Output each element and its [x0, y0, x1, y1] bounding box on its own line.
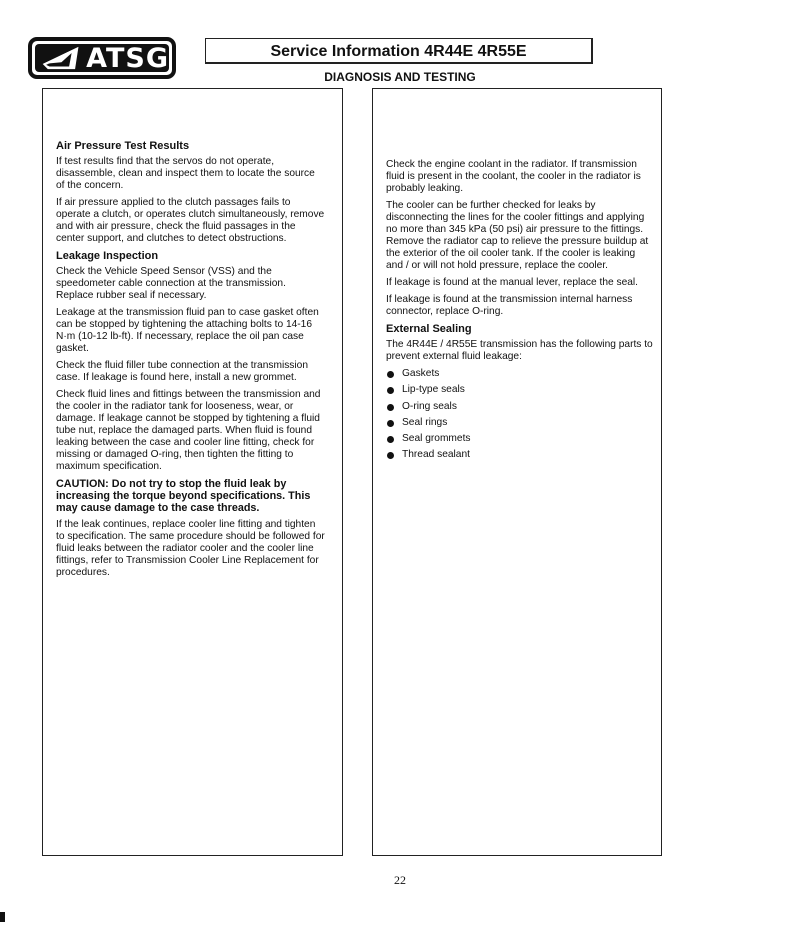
paragraph: Check fluid lines and fittings between the transmission and the cooler in the radiator tank for looseness, wear, or damage. If leakage cannot be stopped by tightening a fluid tube nut, replace the damaged parts. When fluid is found leaking between the case and cooler line fitting, check for missing or damaged O-ring, then tighten the fitting to maximum specification.	[56, 389, 321, 472]
paragraph: If the leak continues, replace cooler line fitting and tighten to specification. The same procedure should be followed for fluid leaks between the radiator cooler and the cooler line fittings, refer to Transmission Cooler Line Replacement for procedures.	[56, 519, 325, 578]
list-item: Thread sealant	[386, 449, 654, 461]
list-item: Seal rings	[386, 417, 654, 429]
scan-mark	[0, 912, 5, 922]
paragraph: The cooler can be further checked for leaks by disconnecting the lines for the cooler fittings and applying no more than 345 kPa (50 psi) air pressure to the fittings. Remove the radiator cap to relieve the pressure buildup at the exterior of the oil cooler tank. If the cooler is leaking and / or will not hold pressure, replace the cooler.	[386, 200, 649, 271]
paragraph: If air pressure applied to the clutch passages fails to operate a clutch, or operates clutch simultaneously, remove and with air pressure, check the fluid passages in the center support, and clutches to detect obstructions.	[56, 197, 325, 244]
list-item: Gaskets	[386, 368, 654, 380]
list-item: Lip-type seals	[386, 384, 654, 396]
logo-text: ATSG	[86, 42, 169, 74]
list-item: Seal grommets	[386, 433, 654, 445]
heading-air-pressure: Air Pressure Test Results	[56, 140, 190, 152]
section-subtitle: DIAGNOSIS AND TESTING	[324, 70, 476, 84]
paragraph: The 4R44E / 4R55E transmission has the following parts to prevent external fluid leakage:	[386, 339, 653, 362]
paragraph: Check the engine coolant in the radiator. If transmission fluid is present in the coolant, the cooler in the radiator is probably leaking.	[386, 159, 641, 194]
title-box	[205, 38, 593, 64]
right-column	[372, 88, 662, 856]
page-title: Service Information 4R44E 4R55E	[270, 43, 527, 60]
paragraph: Leakage at the transmission fluid pan to case gasket often can be stopped by tightening the attaching bolts to 14-16 N·m (10-12 lb-ft). If necessary, replace the oil pan case gasket.	[56, 307, 319, 354]
list-item: O-ring seals	[386, 401, 654, 413]
paragraph: If test results find that the servos do not operate, disassemble, clean and inspect them to locate the source of the concern.	[56, 156, 315, 191]
left-column	[42, 88, 343, 856]
paragraph: Check the Vehicle Speed Sensor (VSS) and the speedometer cable connection at the transmission. Replace rubber seal if necessary.	[56, 266, 286, 301]
right-column-content	[386, 159, 654, 466]
paragraph: If leakage is found at the transmission internal harness connector, replace O-ring.	[386, 294, 633, 317]
left-column-content	[56, 140, 326, 584]
sealing-parts-list	[386, 368, 654, 461]
caution-note: CAUTION: Do not try to stop the fluid leak by increasing the torque beyond specifications. This may cause damage to the case threads.	[56, 478, 311, 514]
heading-external-sealing: External Sealing	[386, 323, 472, 335]
wing-icon	[41, 43, 80, 73]
page-number: 22	[394, 873, 406, 887]
heading-leakage-inspection: Leakage Inspection	[56, 250, 159, 262]
paragraph: Check the fluid filler tube connection at the transmission case. If leakage is found here, install a new grommet.	[56, 360, 308, 383]
paragraph: If leakage is found at the manual lever, replace the seal.	[386, 277, 639, 288]
